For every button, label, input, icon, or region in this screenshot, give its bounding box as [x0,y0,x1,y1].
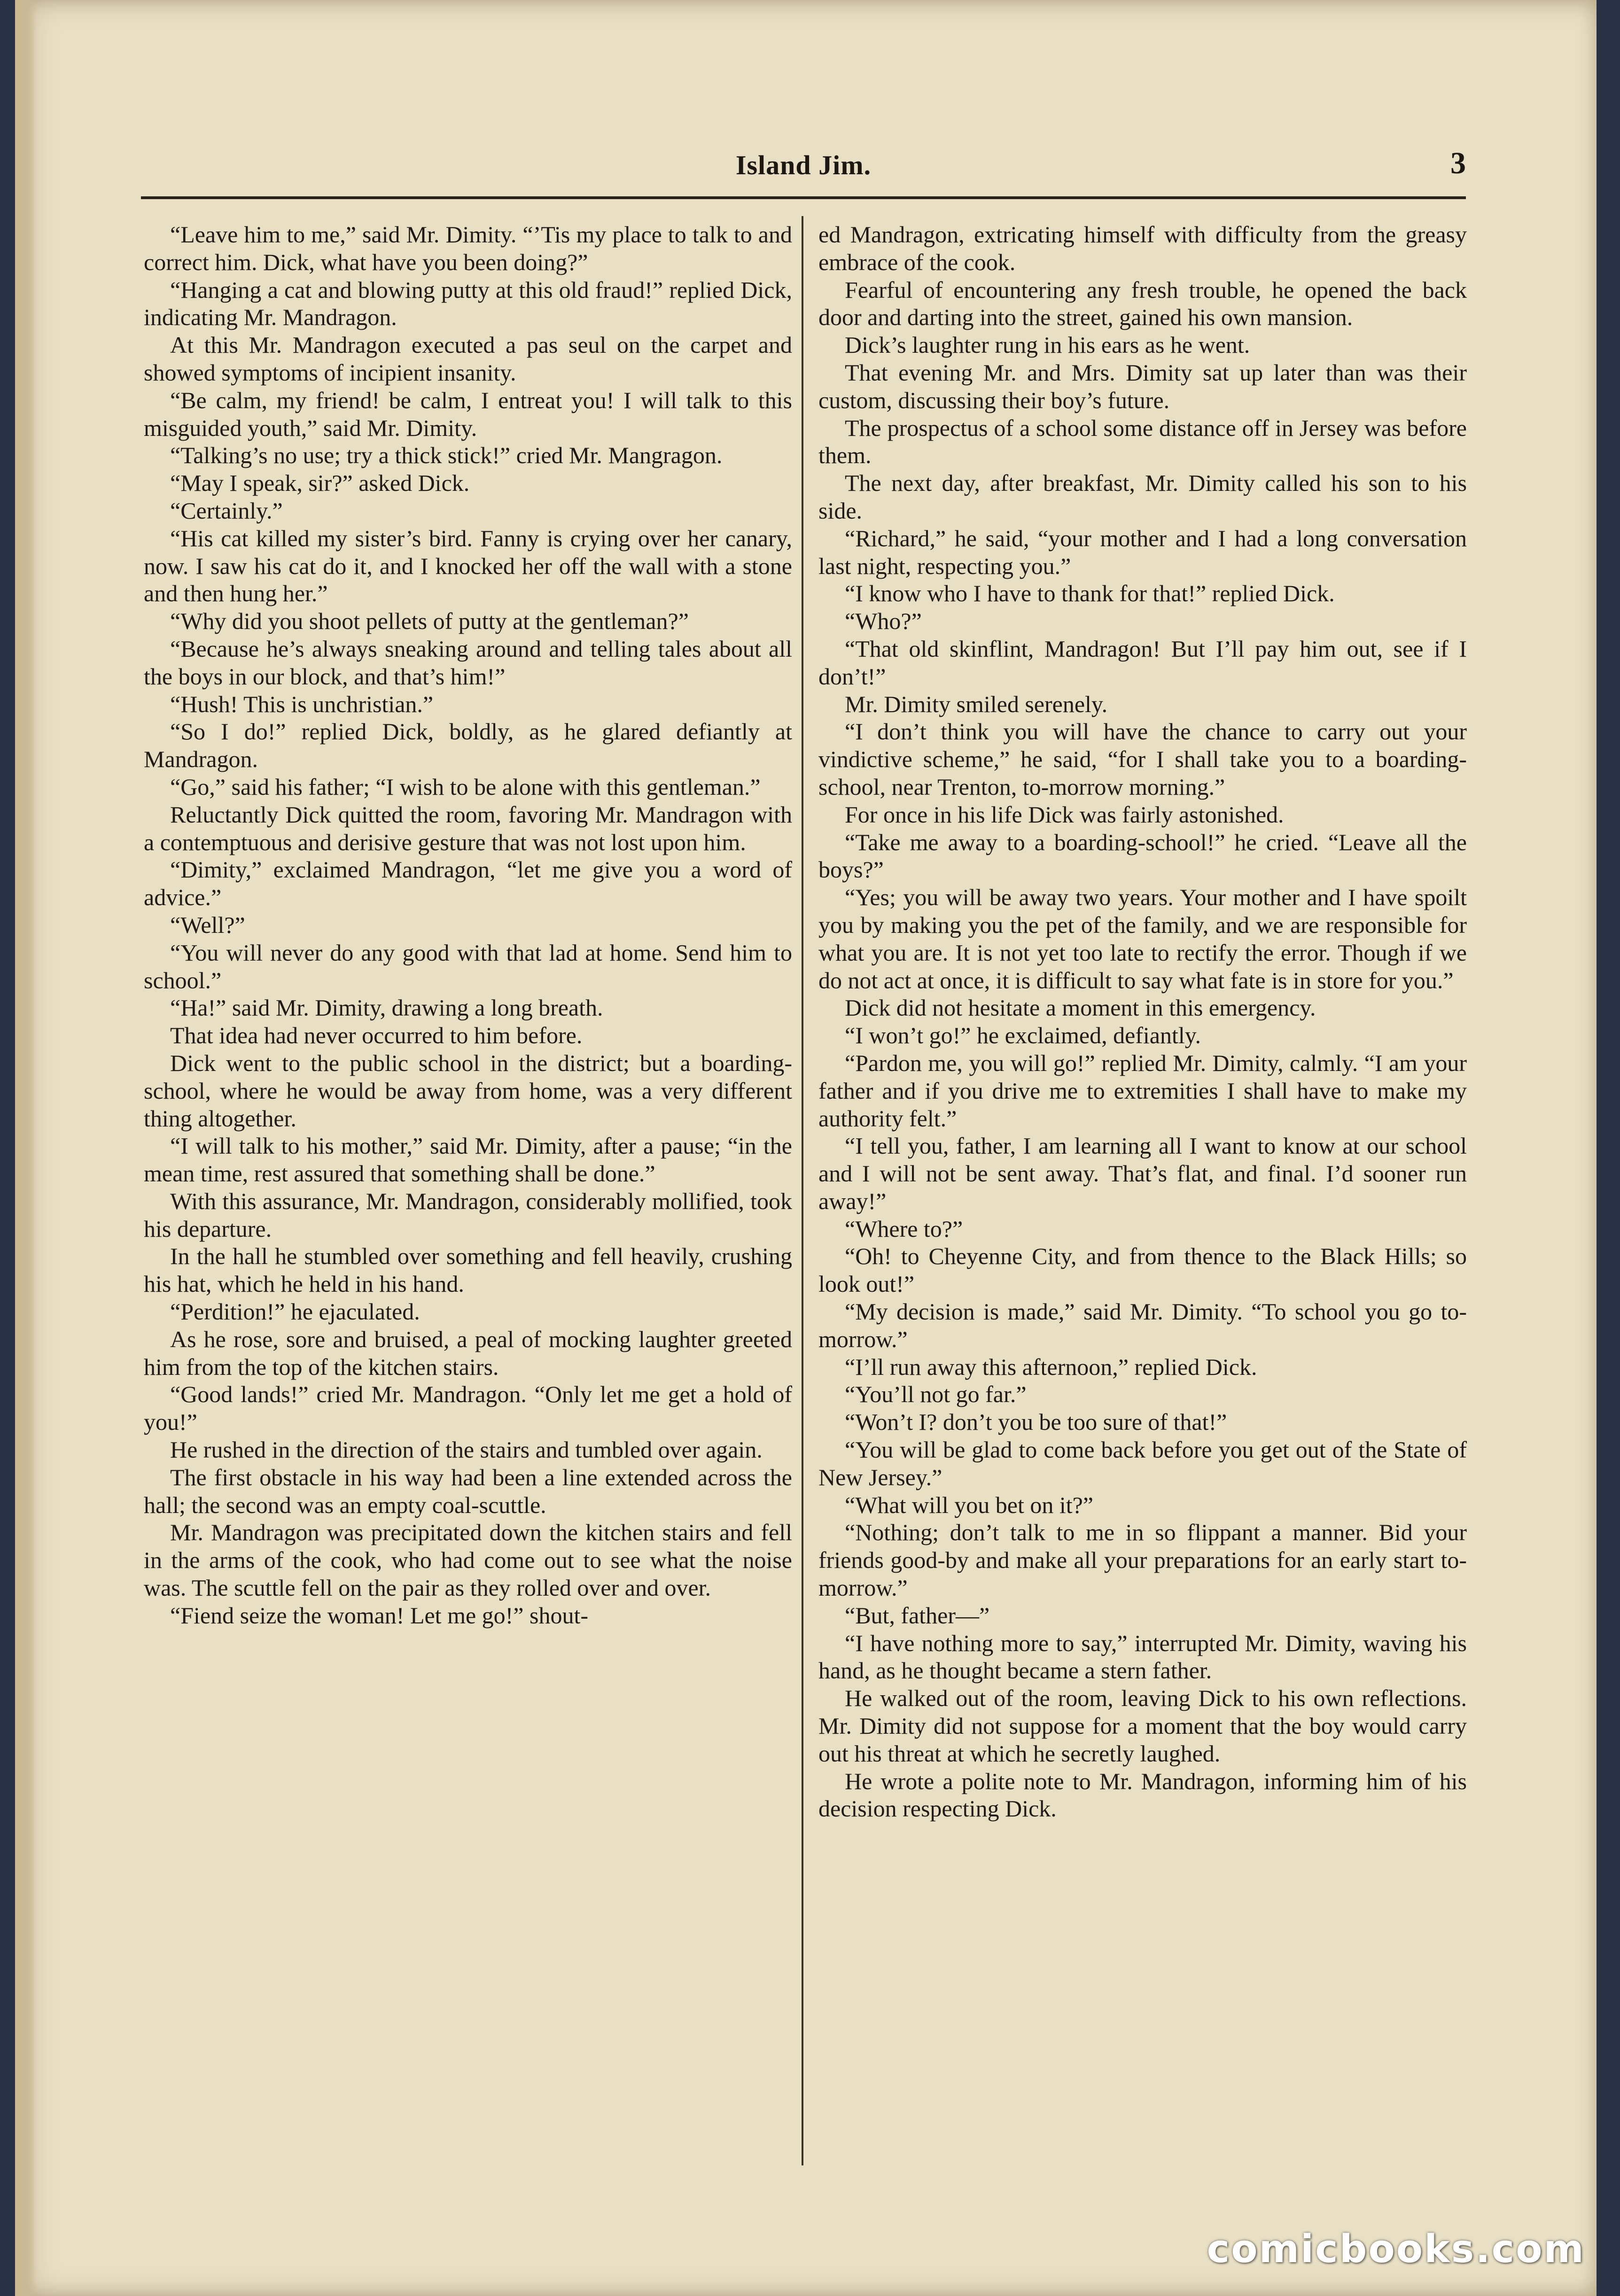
paragraph: At this Mr. Mandragon executed a pas seul on the carpet and showed symptoms of incipient insanity. [144,332,792,386]
paragraph: “I won’t go!” he exclaimed, defiantly. [845,1022,1201,1049]
paragraph: “I know who I have to thank for that!” replied Dick. [845,580,1335,607]
paragraph: “You will be glad to come back before you get out of the State of New Jersey.” [818,1436,1467,1490]
paragraph: He walked out of the room, leaving Dick to his own reflections. Mr. Dimity did not suppose for a moment that the boy would carry out his threat at which he secretly laughed. [818,1685,1467,1767]
paragraph: “Well?” [170,911,245,938]
paragraph: Reluctantly Dick quitted the room, favoring Mr. Mandragon with a contemptuous and derisive gesture that was not lost upon him. [144,801,792,855]
paragraph: The prospectus of a school some distance off in Jersey was before them. [818,414,1467,469]
paragraph: “Fiend seize the woman! Let me go!” shout- [170,1602,588,1629]
paragraph: “Won’t I? don’t you be too sure of that!” [845,1409,1227,1435]
paragraph: Mr. Mandragon was precipitated down the kitchen stairs and fell in the arms of the cook, who had come out to see what the noise was. The scuttle fell on the pair as they rolled over and over. [144,1519,792,1601]
page-number: 3 [1450,146,1466,180]
paragraph: “Why did you shoot pellets of putty at the gentleman?” [170,608,689,635]
paragraph: “Richard,” he said, “your mother and I had a long conversation last night, respecting you.” [818,525,1467,579]
paragraph: “Pardon me, you will go!” replied Mr. Dimity, calmly. “I am your father and if you drive me to extremities I shall have to make my authority felt.” [818,1049,1467,1132]
paragraph: “I will talk to his mother,” said Mr. Dimity, after a pause; “in the mean time, rest assured that something shall be done.” [144,1132,792,1187]
paragraph: “Talking’s no use; try a thick stick!” cried Mr. Mangragon. [170,442,723,469]
paragraph: “What will you bet on it?” [845,1491,1094,1518]
paragraph: The first obstacle in his way had been a line extended across the hall; the second was an empty coal-scuttle. [144,1464,792,1518]
left-text-column [144,221,792,1629]
paragraph: “I have nothing more to say,” interrupted Mr. Dimity, waving his hand, as he thought became a stern father. [818,1629,1467,1684]
paragraph: “Ha!” said Mr. Dimity, drawing a long breath. [170,994,603,1021]
paragraph: “Go,” said his father; “I wish to be alone with this gentleman.” [170,773,761,800]
paragraph: “I don’t think you will have the chance to carry out your vindictive scheme,” he said, “for I shall take you to a boarding-school, near Trenton, to-morrow morning.” [818,718,1467,800]
paragraph: “Certainly.” [170,497,283,524]
paragraph: The next day, after breakfast, Mr. Dimity called his son to his side. [818,470,1467,524]
paragraph: ed Mandragon, extricating himself with difficulty from the greasy embrace of the cook. [818,221,1467,275]
paragraph: “Where to?” [845,1215,963,1242]
paragraph: “His cat killed my sister’s bird. Fanny is crying over her canary, now. I saw his cat do it, and I knocked her off the wall with a stone and then hung her.” [144,525,792,607]
paragraph: “So I do!” replied Dick, boldly, as he glared defiantly at Mandragon. [144,718,792,773]
paragraph: “Take me away to a boarding-school!” he cried. “Leave all the boys?” [818,829,1467,883]
paragraph: “You’ll not go far.” [845,1381,1027,1408]
paragraph: “My decision is made,” said Mr. Dimity. “To school you go to-morrow.” [818,1298,1467,1352]
paragraph: Mr. Dimity smiled serenely. [845,690,1108,717]
paragraph: Dick did not hesitate a moment in this emergency. [845,994,1316,1021]
paragraph: With this assurance, Mr. Mandragon, considerably mollified, took his departure. [144,1187,792,1242]
paragraph: That evening Mr. and Mrs. Dimity sat up later than was their custom, discussing their boy’s future. [818,359,1467,413]
paragraph: In the hall he stumbled over something and fell heavily, crushing his hat, which he held in his hand. [144,1243,792,1297]
paragraph: “Yes; you will be away two years. Your mother and I have spoilt you by making you the pet of the family, and we are responsible for what you are. It is not yet too late to rectify the error. Though if we do not act at once, it is difficult to say what fate is in store for you.” [818,884,1467,993]
paragraph: Fearful of encountering any fresh trouble, he opened the back door and darting into the street, gained his own mansion. [818,276,1467,331]
paragraph: “But, father—” [845,1602,990,1629]
paragraph: “Hanging a cat and blowing putty at this old fraud!” replied Dick, indicating Mr. Mandragon. [144,276,792,331]
paragraph: “I’ll run away this afternoon,” replied Dick. [845,1353,1257,1380]
paragraph: Dick’s laughter rung in his ears as he went. [845,332,1250,358]
paragraph: “Dimity,” exclaimed Mandragon, “let me give you a word of advice.” [144,856,792,911]
paragraph: “I tell you, father, I am learning all I want to know at our school and I will not be sent away. That’s flat, and final. I’d sooner run away!” [818,1132,1467,1214]
paragraph: “Good lands!” cried Mr. Mandragon. “Only let me get a hold of you!” [144,1381,792,1435]
paragraph: He wrote a polite note to Mr. Mandragon, informing him of his decision respecting Dick. [818,1768,1467,1822]
header-rule [141,196,1466,199]
paragraph: “Be calm, my friend! be calm, I entreat you! I will talk to this misguided youth,” said Mr. Dimity. [144,387,792,441]
right-text-column [818,221,1467,1823]
paragraph: “Hush! This is unchristian.” [170,690,434,717]
watermark: comicbooks.com [1207,2227,1585,2272]
paragraph: As he rose, sore and bruised, a peal of mocking laughter greeted him from the top of the kitchen stairs. [144,1326,792,1380]
page-spine-edge [8,0,37,2296]
paragraph: “You will never do any good with that lad at home. Send him to school.” [144,939,792,993]
running-title: Island Jim. [735,150,872,180]
paragraph: He rushed in the direction of the stairs and tumbled over again. [170,1436,763,1463]
paragraph: “Because he’s always sneaking around and telling tales about all the boys in our block, and that’s him!” [144,635,792,690]
column-divider [802,216,803,2165]
paragraph: “Nothing; don’t talk to me in so flippant a manner. Bid your friends good-by and make all your preparations for an early start to-morrow.” [818,1519,1467,1601]
paragraph: That idea had never occurred to him before. [170,1022,583,1049]
paragraph: “That old skinflint, Mandragon! But I’ll pay him out, see if I don’t!” [818,635,1467,690]
paragraph: “May I speak, sir?” asked Dick. [170,470,470,496]
paragraph: “Perdition!” he ejaculated. [170,1298,420,1325]
paragraph: “Leave him to me,” said Mr. Dimity. “’Tis my place to talk to and correct him. Dick, what have you been doing?” [144,221,792,275]
paragraph: For once in his life Dick was fairly astonished. [845,801,1284,828]
paragraph: “Who?” [845,608,922,635]
paragraph: “Oh! to Cheyenne City, and from thence to the Black Hills; so look out!” [818,1243,1467,1297]
page-header [141,141,1466,188]
paragraph: Dick went to the public school in the district; but a boarding-school, where he would be away from home, was a very different thing altogether. [144,1049,792,1132]
